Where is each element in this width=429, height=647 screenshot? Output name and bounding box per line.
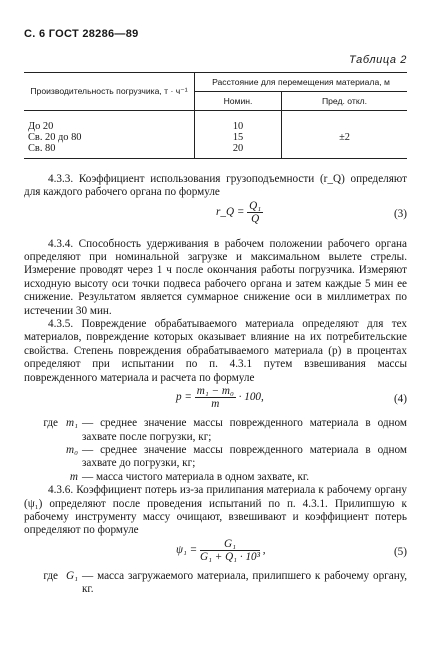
col-capacity-header: Производительность погрузчика, т · ч⁻¹ xyxy=(24,72,195,110)
formula-3-numerator: Q₁ xyxy=(249,199,262,212)
formula-3-number: (3) xyxy=(393,207,407,220)
formula-4-definitions xyxy=(24,417,407,484)
nominal-cell xyxy=(195,110,282,158)
formula-5-lhs: ψ₁ = xyxy=(176,543,198,556)
document-page xyxy=(24,28,407,597)
definition-text: — масса загружаемого материала, прилипшего к рабочему органу, кг. xyxy=(82,569,407,596)
formula-4-number: (4) xyxy=(393,393,407,406)
nominal-value: 10 xyxy=(232,120,244,132)
formula-5-fraction xyxy=(200,538,260,563)
formula-5-tail: , xyxy=(262,543,266,556)
paragraph-4-3-3: 4.3.3. Коэффициент использования грузоподъемности (r_Q) определяют для каждого рабочего органа по формуле xyxy=(24,172,407,199)
table-caption: Таблица 2 xyxy=(349,54,407,67)
formula-5-expression xyxy=(176,538,266,563)
definition-text: — масса чистого материала в одном захвате, кг. xyxy=(82,470,310,483)
formula-4-lhs: p = xyxy=(176,391,192,404)
deviation-cell: ±2 xyxy=(282,110,407,158)
paragraph-4-3-5: 4.3.5. Повреждение обрабатываемого материала определяют для тех материалов, повреждение которых оказывает влияние на их потребительские свойства. Степень повреждения обрабатываемого материала (p) в процентах определяют при испытании по п. 4.3.1 путем взвешивания массы поврежденного материала и расчета по формуле xyxy=(24,318,407,384)
formula-3 xyxy=(24,200,407,232)
where-label: где xyxy=(43,569,59,582)
where-label: где xyxy=(43,417,59,430)
formula-4-fraction xyxy=(195,385,236,410)
formula-5 xyxy=(24,538,407,570)
formula-3-denominator: Q xyxy=(251,212,260,225)
formula-3-fraction xyxy=(247,200,263,225)
formula-4-denominator: m xyxy=(211,398,220,411)
col-nominal-header: Номин. xyxy=(195,91,282,110)
definition-symbol: m xyxy=(69,470,78,483)
capacity-value: До 20 xyxy=(28,120,54,132)
formula-5-definitions xyxy=(24,570,407,597)
definition-text: — среднее значение массы поврежденного материала в одном захвате после погрузки, кг; xyxy=(82,417,407,443)
nominal-value: 15 xyxy=(232,131,244,143)
formula-5-denominator: G₁ + Q₁ · 10³ xyxy=(199,550,260,563)
formula-4 xyxy=(24,385,407,417)
capacity-value: Св. 20 до 80 xyxy=(28,131,82,143)
definition-symbol: где G₁ xyxy=(43,569,78,582)
running-head: С. 6 ГОСТ 28286—89 xyxy=(24,28,139,40)
capacity-cell xyxy=(24,110,195,158)
definition-text: — среднее значение массы поврежденного материала в одном захвате до погрузки, кг; xyxy=(82,443,407,470)
capacity-distance-table xyxy=(24,72,407,159)
paragraph-4-3-6: 4.3.6. Коэффициент потерь из-за прилипания материала к рабочему органу (ψ₁) определяют после проведения испытаний по п. 4.3.1. Прилипшую к рабочему инструменту массу очищают, взвешивают и коэффициент потерь определяют по формуле xyxy=(24,484,407,537)
formula-5-numerator: G₁ xyxy=(200,538,260,551)
definition-symbol: m₀ xyxy=(66,443,78,456)
nominal-value: 20 xyxy=(232,142,244,154)
formula-3-lhs: r_Q = xyxy=(216,205,245,218)
col-distance-group-header: Расстояние для перемещения материала, м xyxy=(195,72,408,91)
formula-3-expression xyxy=(216,200,263,225)
col-deviation-header: Пред. откл. xyxy=(282,91,407,110)
formula-4-expression xyxy=(176,385,264,410)
formula-4-numerator: m₁ − m₀ xyxy=(196,385,234,398)
definition-symbol: где m₁ xyxy=(43,417,78,430)
paragraph-4-3-4: 4.3.4. Способность удерживания в рабочем положении рабочего органа определяют при номинальной загрузке и максимальном вылете стрелы. Измерение проводят через 1 ч после окончания работы погрузчика. Измеряют исходную высоту оси точки подвеса рабочего органа и затем каждые 5 мин ее снижение. Результатом является суммарное снижение оси в миллиметрах по истечении 30 мин. xyxy=(24,237,407,317)
formula-5-number: (5) xyxy=(393,545,407,558)
formula-4-tail: · 100, xyxy=(238,391,264,404)
capacity-value: Св. 80 xyxy=(28,142,56,154)
